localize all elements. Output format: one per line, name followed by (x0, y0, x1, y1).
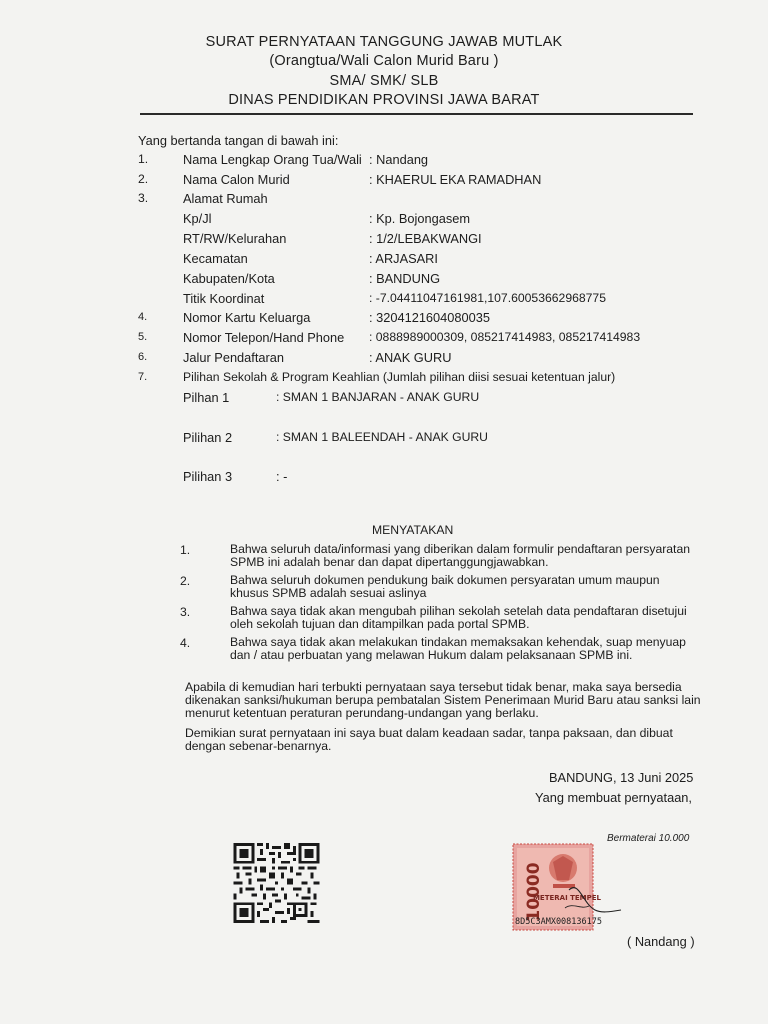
place-date: BANDUNG, 13 Juni 2025 (549, 770, 694, 785)
meterai-stamp-art (509, 840, 627, 932)
choice-value: : SMAN 1 BALEENDAH - ANAK GURU (276, 430, 488, 444)
field-value: : Kp. Bojongasem (369, 211, 471, 226)
field-label: Nama Lengkap Orang Tua/Wali (183, 152, 362, 167)
statement-text: Bahwa saya tidak akan melakukan tindakan memaksakan kehendak, suap menyuap dan / atau perbuatan yang melawan Hukum dalam pelaksanaan SPMB ini. (230, 635, 686, 662)
field-number: 5. (138, 331, 148, 343)
field-number: 2. (138, 172, 149, 186)
choice-value: : - (276, 469, 288, 484)
field-value: : 1/2/LEBAKWANGI (369, 231, 482, 246)
field-label: Alamat Rumah (183, 191, 268, 206)
statement-text: Bahwa saya tidak akan mengubah pilihan sekolah setelah data pendaftaran disetujui oleh sekolah tujuan dan ditampilkan pada portal SPMB. (230, 604, 687, 631)
field-label: RT/RW/Kelurahan (183, 231, 287, 246)
field-label: Nomor Kartu Keluarga (183, 310, 311, 325)
field-number: 7. (138, 371, 148, 383)
header-rule (140, 113, 693, 115)
choice-label: Pilihan 2 (183, 430, 233, 445)
field-label: Jalur Pendaftaran (183, 350, 285, 365)
field-value: : Nandang (369, 152, 429, 167)
field-value: : BANDUNG (369, 271, 441, 286)
field-value: : KHAERUL EKA RAMADHAN (369, 172, 542, 187)
statement-title: MENYATAKAN (372, 523, 454, 537)
meterai-note: Bermaterai 10.000 (607, 833, 690, 844)
field-label: Kabupaten/Kota (183, 271, 275, 286)
closing-paragraph: Demikian surat pernyataan ini saya buat dalam keadaan sadar, tanpa paksaan, dan dibuat dengan sebenar-benarnya. (185, 726, 673, 753)
header-title: SURAT PERNYATAAN TANGGUNG JAWAB MUTLAK (205, 34, 563, 50)
signer-name: ( Nandang ) (627, 934, 695, 949)
statement-number: 1. (180, 543, 191, 557)
field-label: Nama Calon Murid (183, 172, 290, 187)
stamp-value: 10000 (524, 862, 544, 922)
field-number: 6. (138, 351, 148, 363)
field-number: 1. (138, 152, 149, 166)
statement-text: Bahwa seluruh dokumen pendukung baik dokumen persyaratan umum maupun khusus SPMB adalah sesuai aslinya (230, 573, 660, 600)
meterai-stamp (509, 840, 627, 932)
field-number: 3. (138, 191, 149, 205)
field-label: Pilihan Sekolah & Program Keahlian (Jumlah pilihan diisi sesuai ketentuan jalur) (183, 370, 616, 384)
statement-number: 3. (180, 605, 191, 619)
stamp-label: METERAI TEMPEL (532, 894, 602, 902)
field-value: : -7.04411047161981,107.60053662968775 (369, 291, 606, 305)
statement-number: 4. (180, 636, 191, 650)
field-number: 4. (138, 311, 148, 323)
field-label: Nomor Telepon/Hand Phone (183, 330, 345, 345)
field-value: : 0888989000309, 085217414983, 085217414983 (369, 330, 641, 344)
choice-label: Pilihan 3 (183, 469, 233, 484)
choice-label: Pilhan 1 (183, 390, 230, 405)
field-value: : 3204121604080035 (369, 310, 490, 325)
header-school-types: SMA/ SMK/ SLB (329, 73, 439, 89)
stamp-serial: 8D5C3AMX008136175 (515, 917, 602, 927)
statement-number: 2. (180, 574, 191, 588)
field-label: Kp/Jl (183, 211, 212, 226)
signer-caption: Yang membuat pernyataan, (535, 790, 692, 805)
choice-value: : SMAN 1 BANJARAN - ANAK GURU (276, 390, 480, 404)
qr-code (233, 843, 320, 923)
header-subtitle: (Orangtua/Wali Calon Murid Baru ) (269, 53, 499, 69)
intro-text: Yang bertanda tangan di bawah ini: (138, 133, 339, 148)
consequence-paragraph: Apabila di kemudian hari terbukti pernyataan saya tersebut tidak benar, maka saya bersedia dikenakan sanksi/hukuman berupa pembatalan Sistem Penerimaan Murid Baru atau sanksi lain menurut ketentuan peraturan perundang-undangan yang berlaku. (185, 680, 701, 720)
header-agency: DINAS PENDIDIKAN PROVINSI JAWA BARAT (228, 92, 540, 108)
field-value: : ARJASARI (369, 251, 438, 266)
field-label: Titik Koordinat (183, 291, 265, 306)
statement-text: Bahwa seluruh data/informasi yang diberikan dalam formulir pendaftaran persyaratan SPMB ini adalah benar dan dapat dipertanggungjawabkan. (230, 542, 690, 569)
field-value: : ANAK GURU (369, 350, 452, 365)
field-label: Kecamatan (183, 251, 248, 266)
